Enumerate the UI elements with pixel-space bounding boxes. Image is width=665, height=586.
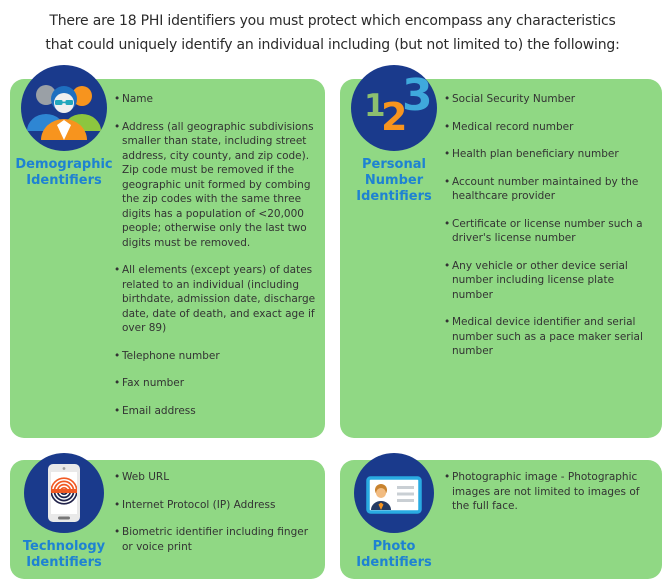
bullet-text: Social Security Number <box>452 93 576 105</box>
bullet-item <box>444 92 654 107</box>
bullet-dot: • <box>444 148 451 160</box>
bullet-text: Medical device identifier and serial number such as a pace maker serial number <box>452 316 643 357</box>
bullet-dot: • <box>114 120 121 133</box>
technology-bullet-list <box>114 470 317 567</box>
page-title-line1: There are 18 PHI identifiers you must protect which encompass any characteristics <box>49 13 616 29</box>
bullet-item <box>114 525 317 554</box>
page-title-line2: that could uniquely identify an individual including (but not limited to) the following: <box>45 37 620 53</box>
bullet-item <box>114 470 317 485</box>
bullet-text: Account number maintained by the healthcare provider <box>452 175 639 202</box>
bullet-item <box>444 175 654 204</box>
technology-icon-column <box>12 460 116 571</box>
bullet-item <box>114 498 317 513</box>
bullet-text: Photographic image - Photographic images are not limited to images of the full face. <box>452 471 640 512</box>
panel-photo-identifiers <box>340 460 662 579</box>
personal-number-identifiers-label: Personal Number Identifiers <box>356 157 432 204</box>
panel-demographic-identifiers <box>10 79 325 438</box>
bullet-item <box>114 120 317 251</box>
bullet-dot: • <box>114 498 121 511</box>
bullet-text: Health plan beneficiary number <box>452 148 619 160</box>
bullet-dot: • <box>444 471 451 483</box>
id-card-icon <box>354 453 434 533</box>
bullet-item <box>114 92 317 107</box>
bullet-text: Name <box>122 93 153 105</box>
phone-fingerprint-icon <box>24 453 104 533</box>
bullet-text: Telephone number <box>122 349 220 362</box>
bullet-item <box>114 263 317 336</box>
bullet-item <box>114 376 317 391</box>
photo-identifiers-label: Photo Identifiers <box>356 539 432 570</box>
bullet-item <box>114 404 317 419</box>
bullet-dot: • <box>444 175 451 188</box>
bullet-item <box>444 120 654 135</box>
bullet-text: Internet Protocol (IP) Address <box>122 498 276 511</box>
demographic-identifiers-label: Demographic Identifiers <box>15 157 113 188</box>
bullet-item <box>114 349 317 364</box>
bullet-text: Address (all geographic subdivisions smaller than state, including street address, city county, and zip code). Zip code must be removed if the geographic unit formed by combing the zip codes with the same three digits has a population of <20,000 people; otherwise only the last two digits must be removed. <box>122 120 314 249</box>
bullet-text: Medical record number <box>452 120 574 133</box>
personal-icon-column <box>342 70 446 205</box>
bullet-dot: • <box>444 217 451 230</box>
bullet-dot: • <box>444 120 451 133</box>
bullet-item <box>444 217 654 246</box>
bullet-item <box>444 470 654 514</box>
bullet-item <box>444 147 654 162</box>
digit-two: 2 <box>381 95 408 139</box>
bullet-dot: • <box>444 93 451 105</box>
technology-identifiers-label: Technology Identifiers <box>22 539 106 570</box>
panel-personal-number-identifiers <box>340 70 662 438</box>
demographic-people-icon <box>21 65 107 151</box>
page-title <box>0 9 665 57</box>
bullet-dot: • <box>114 471 121 483</box>
digit-three: 3 <box>402 70 433 121</box>
bullet-dot: • <box>114 404 121 417</box>
bullet-text: Certificate or license number such a driver's license number <box>452 217 643 244</box>
bullet-item <box>444 259 654 303</box>
personal-bullet-list <box>444 92 654 372</box>
demographic-bullet-list <box>114 92 317 431</box>
bullet-text: Any vehicle or other device serial number including license plate number <box>452 259 628 301</box>
bullet-dot: • <box>114 526 121 538</box>
bullet-dot: • <box>114 349 121 362</box>
numbers-123-icon <box>351 65 437 151</box>
bullet-item <box>444 315 654 359</box>
bullet-dot: • <box>114 377 121 389</box>
bullet-text: All elements (except years) of dates related to an individual (including birthdate, admission date, discharge date, date of death, and exact age if over 89) <box>122 264 316 334</box>
bullet-text: Biometric identifier including finger or voice print <box>122 526 309 553</box>
digit-one: 1 <box>364 88 386 124</box>
bullet-text: Email address <box>122 404 196 417</box>
bullet-dot: • <box>444 316 451 328</box>
bullet-dot: • <box>444 259 451 272</box>
bullet-dot: • <box>114 93 121 105</box>
bullet-text: Fax number <box>122 377 185 389</box>
bullet-dot: • <box>114 264 121 276</box>
photo-bullet-list <box>444 470 654 527</box>
demographic-icon-column <box>12 79 116 189</box>
photo-icon-column <box>342 460 446 571</box>
panel-technology-identifiers <box>10 460 325 579</box>
bullet-text: Web URL <box>122 471 170 483</box>
